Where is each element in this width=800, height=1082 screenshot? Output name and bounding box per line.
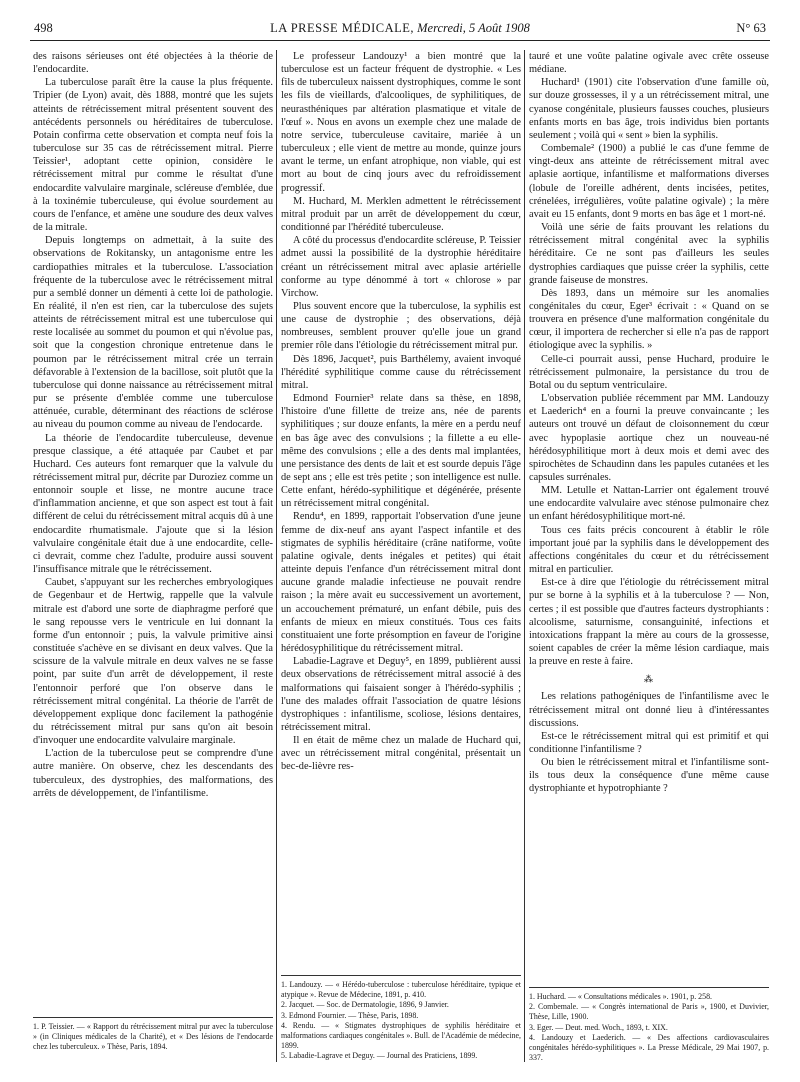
paragraph: Dès 1893, dans un mémoire sur les anomalies congénitales du cœur, Eger³ écrivait : « Quand on se trouvera en présence d'une malformation congénitale du cœur, il importera de rechercher si elle n'a pas de rapport étiologique avec la syphilis. »: [529, 287, 769, 352]
paragraph: Dès 1896, Jacquet², puis Barthélemy, avaient invoqué l'hérédité syphilitique comme cause du rétrécissement mitral.: [281, 353, 521, 391]
paragraph: Les relations pathogéniques de l'infantilisme avec le rétrécissement mitral ont donné lieu à d'intéressantes discussions.: [529, 691, 769, 729]
column-body: [281, 50, 521, 968]
issue-number: N° 63: [736, 21, 766, 35]
footnote: 1. Huchard. — « Consultations médicales ». 1901, p. 258.: [529, 992, 712, 1001]
page-number: 498: [34, 21, 53, 35]
footnote: 1. P. Teissier. — « Rapport du rétrécissement mitral pur avec la tuberculose » (in Cliniques médicales de la Charité), et « Des lésions de l'endocarde chez les tuberculeux. » Thèse, Paris, 1894.: [33, 1022, 273, 1052]
journal-title: LA PRESSE MÉDICALE,: [270, 21, 415, 35]
footnotes: [281, 975, 521, 1064]
paragraph: Le professeur Landouzy¹ a bien montré que la tuberculose est un facteur fréquent de dystrophie. « Les fils de tuberculeux naissent dystrophiques, comme le sont les fils de vieillards, d'alcooliques, de syphilitiques, de neurasthéniques par altération plasmatique et vitale de l'œuf ». Nous en avons un exemple chez une malade de notre service, tuberculeuse cavitaire, mariée à un tuberculeux ; elle vient de mettre au monde, quinze jours avant le terme, un enfant atrophique, non viable, qui est mort au bout de cinq jours avec du refroidissement progressif.: [281, 51, 521, 194]
paragraph: Il en était de même chez un malade de Huchard qui, avec un rétrécissement mitral congénital, présentait un bec-de-lièvre res-: [281, 735, 521, 773]
footnote: 1. Landouzy. — « Hérédo-tuberculose : tuberculose héréditaire, typique et atypique ». Revue de Médecine, 1891, p. 410.: [281, 980, 521, 1000]
paragraph: Depuis longtemps on admettait, à la suite des observations de Rokitansky, un antagonisme entre les cardiopathies mitrales et la tuberculose. L'association fréquente de la tuberculose avec le rétrécissement mitral pur a semblé donner un démenti à cette loi de pathologie. En réalité, il n'en est rien, car la tuberculose des sujets atteints de rétrécissement mitral est une tuberculose qui reste localisée au sommet du poumon et qui n'évolue pas, soit que la congestion chronique entretenue dans le poumon par le rétrécissement mitral crée un terrain défavorable à l'extension de la bacillose, soit plutôt que la tuberculose qui donne naissance au rétrécissement mitral pur se présente d'emblée comme une tuberculose atténuée, curable, déterminant des réactions de sclérose au niveau du poumon comme au niveau de l'endocarde.: [33, 235, 273, 431]
column-body: [529, 50, 769, 980]
journal-title-line: [30, 21, 770, 36]
paragraph: des raisons sérieuses ont été objectées à la théorie de l'endocardite.: [33, 51, 273, 76]
page-header: [30, 18, 770, 41]
footnotes: [33, 1017, 273, 1064]
paragraph: L'action de la tuberculose peut se comprendre d'une autre manière. On observe, chez les descendants des tuberculeux, des dystrophies, des malformations, des arrêts de développement, de l'infantilisme.: [33, 748, 273, 799]
paragraph-group: [529, 690, 769, 795]
paragraph: Voilà une série de faits prouvant les relations du rétrécissement mitral congénital avec la syphilis héréditaire. Ce ne sont pas d'ailleurs les seules dystrophies cardiaques que puisse créer la syphilis, cette grande faiseuse de monstres.: [529, 222, 769, 286]
paragraph: Plus souvent encore que la tuberculose, la syphilis est une cause de dystrophie ; des observations, déjà nombreuses, semblent prouver qu'elle joue un grand premier rôle dans l'étiologie du rétrécissement mitral pur.: [281, 300, 521, 352]
paragraph: L'observation publiée récemment par MM. Landouzy et Laederich⁴ en a fourni la preuve convaincante ; les auteurs ont trouvé un défaut de cloisonnement du cœur avec hypoplasie aortique chez un nouveau-né hérédosyphilitique mort à deux mois et demi avec des spirochètes de Schaudinn dans les papules cutanées et les capsules surrénales.: [529, 393, 769, 483]
paragraph: tauré et une voûte palatine ogivale avec crête osseuse médiane.: [529, 51, 769, 76]
text-column-1: [33, 50, 273, 1064]
footnote: 4. Landouzy et Laederich. — « Des affections cardiovasculaires congénitales hérédo-syphilitiques ». La Presse Médicale, 29 Mai 1907, p. 337.: [529, 1032, 769, 1063]
paragraph: La théorie de l'endocardite tuberculeuse, devenue presque classique, a été attaquée par Caubet et par Huchard. Ces auteurs font remarquer que la valvule du rétrécissement mitral pur, décrite par Duroziez comme un entonnoir souple et lisse, ne montre aucune trace d'inflammation ancienne, et que son aspect est tout à fait différent de celui du rétrécissement mitral acquis dû à une endocardite rhumatismale. J'ajoute que si la lésion valvulaire congénitale était due à une endocardite, celle-ci devrait, comme chez l'adulte, produire aussi souvent l'insuffisance mitrale que le rétrécissement.: [33, 432, 273, 576]
paragraph: Est-ce à dire que l'étiologie du rétrécissement mitral pur se borne à la syphilis et à la tuberculose ? — Non, certes ; il est possible que d'autres facteurs dystrophiants : alcoolisme, saturnisme, consanguinité, infections et intoxications frappant la mère au cours de la grossesse, soient capables de créer la même lésion cardiaque, mais la preuve en reste à faire.: [529, 577, 769, 668]
paragraph: Est-ce le rétrécissement mitral qui est primitif et qui conditionne l'infantilisme ?: [529, 730, 769, 755]
paragraph: La tuberculose paraît être la cause la plus fréquente. Tripier (de Lyon) avait, dès 1888, montré que les sujets atteints de rétrécissement mitral présentent souvent des antécédents personnels ou héréditaires de tuberculose. Potain confirma cette observation et compta neuf fois la tuberculose sur 35 cas de rétrécissement mitral. Pierre Teissier¹, adoptant cette opinion, considère le rétrécissement mitral pur comme le résultat d'une endocardite valvulaire marginale, scléreuse d'emblée, due à la toxinémie tuberculeuse, qui évolue sourdement au cours de l'enfance, et amène une soudure des deux valves de la mitrale.: [33, 77, 273, 234]
paragraph: Combemale² (1900) a publié le cas d'une femme de vingt-deux ans atteinte de rétrécissement mitral avec aplasie aortique, infantilisme et malformations diverses (lobule de l'oreille adhérent, dents incisées, petites, crénelées, irrégulières, voûte palatine ogivale) ; la mère avait eu 15 enfants, dont 9 morts en bas âge et 1 mort-né.: [529, 143, 769, 220]
section-separator: ⁂: [644, 674, 654, 685]
footnote: 5. Labadie-Lagrave et Deguy. — Journal des Praticiens, 1899.: [281, 1051, 478, 1061]
footnote: 2. Jacquet. — Soc. de Dermatologie, 1896, 9 Janvier.: [281, 1000, 449, 1010]
column-divider: [276, 50, 277, 1062]
column-divider: [524, 50, 525, 1062]
footnote: 4. Rendu. — « Stigmates dystrophiques de syphilis héréditaire et malformations cardiaques congénitales ». Bull. de l'Académie de médecine, 1899.: [281, 1020, 521, 1051]
paragraph: Labadie-Lagrave et Deguy⁵, en 1899, publièrent aussi deux observations de rétrécissement mitral associé à des malformations qui faisaient songer à l'hérédo-syphilis ; l'une des malades offrait l'association de quatre lésions dystrophiques : infantilisme, scoliose, lésions dentaires, rétrécissement mitral.: [281, 656, 521, 733]
paragraph: Caubet, s'appuyant sur les recherches embryologiques de Gegenbaur et de Hertwig, rappelle que la valvule mitrale est d'abord une sorte de diaphragme perforé que le sang repousse vers le ventricule en lui donnant la forme d'un entonnoir ; puis, la valvule primitive ainsi constituée s'achève en se divisant en deux valves. Que la scissure de la valvule mitrale en deux valves ne se fasse point, par suite d'un arrêt de développement, il reste l'entonnoir perforé que l'on observe dans le rétrécissement mitral congénital. La théorie de l'arrêt de développement explique donc facilement la pathogénie du rétrécissement mitral pur sans qu'on ait besoin d'invoquer une endocardite valvulaire marginale.: [33, 577, 273, 747]
text-column-3: [529, 50, 769, 1064]
paragraph: Tous ces faits précis concourent à établir le rôle important joué par la syphilis dans le développement des affections congénitales du cœur et du rétrécissement mitral en particulier.: [529, 524, 769, 576]
paragraph: A côté du processus d'endocardite scléreuse, P. Teissier admet aussi la possibilité de la dystrophie héréditaire créant un rétrécissement mitral avec aplasie artérielle conforme au type dénommé à tort « chlorose » par Virchow.: [281, 235, 521, 299]
paragraph: Edmond Fournier³ relate dans sa thèse, en 1898, l'histoire d'une fillette de treize ans, née de parents syphilitiques ; sur douze enfants, la mère en a perdu neuf en bas âge avec des convulsions ; la fillette a eu elle-même des convulsions ; elle a des dents mal implantées, une persistance des dents de lait et est sourde depuis l'âge de sept ans ; elle est très petite ; son intelligence est nulle. Cette enfant, hérédo-syphilitique et dégénérée, présente un rétrécissement mitral congénital.: [281, 393, 521, 510]
paragraph-group: [529, 50, 769, 668]
column-body: [33, 50, 273, 1010]
paragraph: M. Huchard, M. Merklen admettent le rétrécissement mitral produit par un arrêt de développement du cœur, conditionné par l'hérédité tuberculeuse.: [281, 195, 521, 234]
paragraph: Rendu⁴, en 1899, rapportait l'observation d'une jeune femme de dix-neuf ans ayant l'aspect infantile et des stigmates de syphilis héréditaire (crâne natiforme, voûte palatine ogivale, dents inégales et petites) qui était atteinte depuis l'enfance d'un rétrécissement mitral dont aucune grande maladie infectieuse ne pouvait rendre raison ; la mère avait eu successivement un avortement, un accouchement prématuré, un enfant débile, puis des enfants de mieux en mieux constitués. Tous ces faits constituaient une forte présomption en faveur de l'origine hérédosyphilitique du rétrécissement mitral.: [281, 511, 521, 655]
issue-date: Mercredi, 5 Août 1908: [414, 21, 530, 35]
paragraph: Celle-ci pourrait aussi, pense Huchard, produire le rétrécissement pulmonaire, la persistance du trou de Botal ou du septum ventriculaire.: [529, 353, 769, 391]
footnote: 3. Edmond Fournier. — Thèse, Paris, 1898.: [281, 1010, 419, 1020]
footnote: 2. Combemale. — « Congrès international de Paris », 1900, et Duvivier, Thèse, Lille, 1900.: [529, 1002, 769, 1022]
footnote: 3. Eger. — Deut. med. Woch., 1893, t. XIX.: [529, 1022, 668, 1032]
paragraph: MM. Letulle et Nattan-Larrier ont également trouvé une endocardite valvulaire avec sténose pulmonaire chez un enfant hérédosyphilitique mort-né.: [529, 485, 769, 523]
text-column-2: [281, 50, 521, 1064]
paragraph: Huchard¹ (1901) cite l'observation d'une famille où, sur douze grossesses, il y a un rétrécissement mitral, une cyanose congénitale, plusieurs fausses couches, plusieurs enfants morts en bas âge, trois individus bien portants seulement ; voilà qui « sent » bien la syphilis.: [529, 77, 769, 141]
paragraph: Ou bien le rétrécissement mitral et l'infantilisme sont-ils tous deux la conséquence d'une même cause dystrophiante et hypotrophiante ?: [529, 757, 769, 795]
footnotes: [529, 987, 769, 1064]
